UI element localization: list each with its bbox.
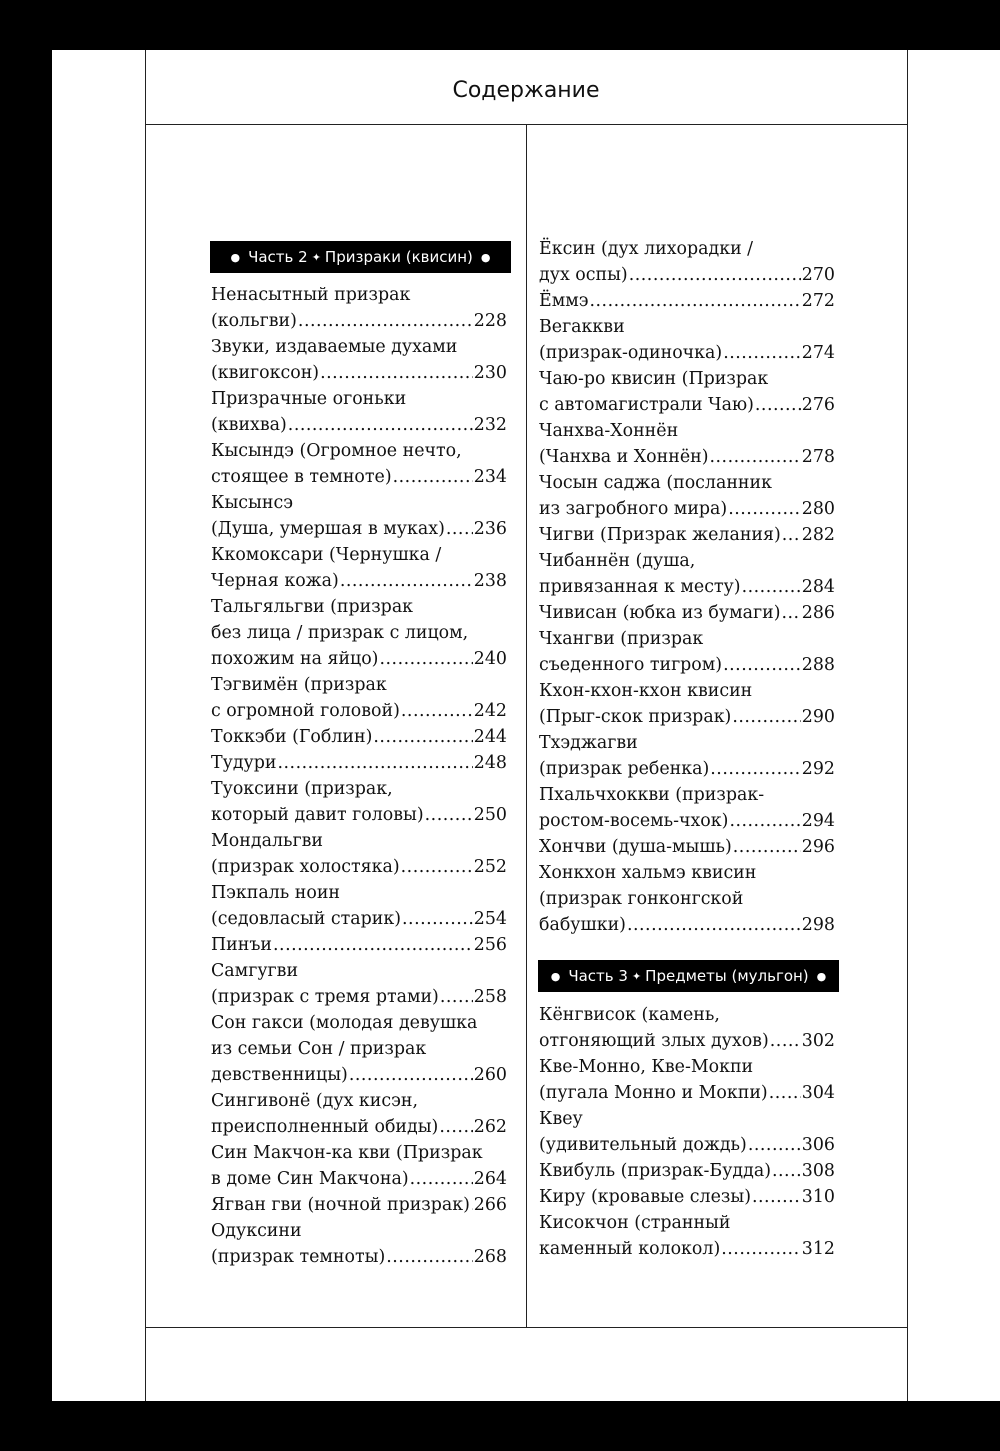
toc-entry-title: Туоксини (призрак, bbox=[211, 779, 393, 799]
toc-entry bbox=[539, 626, 835, 678]
dot-leader bbox=[278, 750, 473, 776]
toc-entry bbox=[211, 334, 507, 386]
toc-page-number: 304 bbox=[801, 1083, 835, 1103]
toc-entry-title: Кхон-кхон-кхон квисин bbox=[539, 681, 753, 701]
toc-entry-title: Хонкхон хальмэ квисин bbox=[539, 863, 757, 883]
dot-leader bbox=[729, 808, 800, 834]
toc-entry-title: (призрак темноты) bbox=[211, 1247, 386, 1267]
toc-entry-line bbox=[539, 626, 835, 652]
toc-page-number: 260 bbox=[473, 1065, 507, 1085]
toc-entry-line bbox=[539, 1054, 835, 1080]
toc-page-number: 228 bbox=[473, 311, 507, 331]
toc-entry-title: Тэгвимён (призрак bbox=[211, 675, 387, 695]
toc-entry-title: Чигви (Призрак желания) bbox=[539, 525, 781, 545]
toc-entry-title: ростом-восемь-чхок) bbox=[539, 811, 729, 831]
dot-leader bbox=[471, 1192, 473, 1218]
dot-leader bbox=[721, 1236, 801, 1262]
toc-entry-title: (призрак-одиночка) bbox=[539, 343, 723, 363]
toc-page-number: 252 bbox=[473, 857, 507, 877]
toc-page-number: 296 bbox=[801, 837, 835, 857]
toc-entry-line bbox=[539, 1184, 835, 1210]
toc-page-number: 306 bbox=[801, 1135, 835, 1155]
toc-entry bbox=[539, 1106, 835, 1158]
toc-entry-line bbox=[211, 1114, 507, 1140]
toc-page-number: 312 bbox=[801, 1239, 835, 1259]
toc-entry-title: Самгугви bbox=[211, 961, 299, 981]
toc-entry-title: Призрачные огоньки bbox=[211, 389, 407, 409]
toc-entry-title: Чхангви (призрак bbox=[539, 629, 704, 649]
section-header-part2 bbox=[210, 241, 511, 273]
toc-entry-title: Пинъи bbox=[211, 935, 273, 955]
dot-leader bbox=[710, 756, 801, 782]
toc-entry bbox=[211, 880, 507, 932]
toc-entry-line bbox=[211, 854, 507, 880]
dot-leader bbox=[273, 932, 473, 958]
toc-entry-title: (кольгви) bbox=[211, 311, 297, 331]
toc-entry bbox=[539, 418, 835, 470]
dot-leader bbox=[782, 522, 801, 548]
toc-entry-title: Токкэби (Гоблин) bbox=[211, 727, 373, 747]
dot-leader bbox=[748, 1132, 801, 1158]
dot-leader bbox=[340, 568, 473, 594]
toc-entry-line bbox=[539, 444, 835, 470]
toc-entry-title: Кисокчон (странный bbox=[539, 1213, 731, 1233]
toc-entry-line bbox=[539, 288, 835, 314]
dot-leader bbox=[349, 1062, 473, 1088]
toc-entry-title: Кысындэ (Огромное нечто, bbox=[211, 441, 462, 461]
toc-entry bbox=[211, 672, 507, 724]
toc-entry-line bbox=[539, 652, 835, 678]
section-label: Часть 2 bbox=[248, 248, 308, 266]
toc-entry-title: съеденного тигром) bbox=[539, 655, 723, 675]
dot-leader bbox=[393, 464, 473, 490]
toc-entry-line bbox=[211, 724, 507, 750]
toc-entry-title: Сингивонё (дух кисэн, bbox=[211, 1091, 418, 1111]
bullet-icon: ● bbox=[816, 969, 827, 983]
toc-page-number: 236 bbox=[473, 519, 507, 539]
dot-leader bbox=[710, 444, 801, 470]
toc-entry-title: (призрак холостяка) bbox=[211, 857, 400, 877]
toc-entry-line bbox=[539, 808, 835, 834]
toc-entry bbox=[539, 1002, 835, 1054]
toc-entry-title: который давит головы) bbox=[211, 805, 424, 825]
toc-entry-title: в доме Син Макчона) bbox=[211, 1169, 409, 1189]
toc-entry-title: Кысынсэ bbox=[211, 493, 293, 513]
toc-entry-line bbox=[211, 1010, 507, 1036]
toc-page-number: 234 bbox=[473, 467, 507, 487]
toc-entry-line bbox=[539, 1158, 835, 1184]
toc-entry-line bbox=[211, 490, 507, 516]
toc-entry-line bbox=[211, 594, 507, 620]
toc-entry-line bbox=[211, 1036, 507, 1062]
toc-page-number: 286 bbox=[801, 603, 835, 623]
toc-entry bbox=[211, 490, 507, 542]
dot-leader bbox=[629, 262, 801, 288]
toc-entry bbox=[211, 282, 507, 334]
toc-page-number: 248 bbox=[473, 753, 507, 773]
toc-page-number: 280 bbox=[801, 499, 835, 519]
toc-entry-title: с огромной головой) bbox=[211, 701, 400, 721]
dot-leader bbox=[439, 1114, 472, 1140]
toc-entry-title: преисполненный обиды) bbox=[211, 1117, 439, 1137]
dot-leader bbox=[627, 912, 801, 938]
right-border-line bbox=[907, 50, 908, 1401]
dot-leader bbox=[733, 834, 801, 860]
toc-entry-line bbox=[539, 262, 835, 288]
book-page bbox=[52, 50, 1000, 1401]
toc-entry-line bbox=[211, 620, 507, 646]
toc-entry bbox=[539, 288, 835, 314]
toc-entry-line bbox=[211, 1088, 507, 1114]
toc-entry bbox=[539, 314, 835, 366]
toc-entry bbox=[211, 542, 507, 594]
toc-entry-line bbox=[539, 886, 835, 912]
toc-entry bbox=[539, 1210, 835, 1262]
toc-entry-line bbox=[211, 1244, 507, 1270]
toc-entry-line bbox=[211, 958, 507, 984]
dot-leader bbox=[379, 646, 472, 672]
dot-leader bbox=[752, 1184, 801, 1210]
left-border-line bbox=[145, 50, 146, 1401]
toc-entry-title: Ненасытный призрак bbox=[211, 285, 411, 305]
toc-entry-title: (призрак гонконгской bbox=[539, 889, 744, 909]
section-title: Призраки (квисин) bbox=[324, 248, 473, 266]
toc-entry-title: из загробного мира) bbox=[539, 499, 728, 519]
toc-entry-title: (квигоксон) bbox=[211, 363, 320, 383]
toc-entry-title: Тальгяльгви (призрак bbox=[211, 597, 414, 617]
dot-leader bbox=[723, 340, 801, 366]
diamond-star-icon: ✦ bbox=[311, 250, 321, 264]
toc-entry-line bbox=[539, 1210, 835, 1236]
dot-leader bbox=[320, 360, 473, 386]
toc-page-number: 244 bbox=[473, 727, 507, 747]
toc-page-number: 256 bbox=[473, 935, 507, 955]
toc-entry-title: (Чанхва и Хоннён) bbox=[539, 447, 709, 467]
toc-entry-line bbox=[211, 1218, 507, 1244]
toc-entry-line bbox=[211, 308, 507, 334]
dot-leader bbox=[728, 496, 801, 522]
toc-page-number: 240 bbox=[473, 649, 507, 669]
toc-entry-title: Чивисан (юбка из бумаги) bbox=[539, 603, 781, 623]
toc-entry-line bbox=[211, 984, 507, 1010]
dot-leader bbox=[742, 574, 801, 600]
toc-page-number: 274 bbox=[801, 343, 835, 363]
toc-entry-title: бабушки) bbox=[539, 915, 626, 935]
dot-leader bbox=[401, 854, 473, 880]
toc-entry-line bbox=[211, 412, 507, 438]
toc-entry-line bbox=[211, 464, 507, 490]
toc-entry-title: (седовласый старик) bbox=[211, 909, 402, 929]
dot-leader bbox=[298, 308, 473, 334]
toc-entry-line bbox=[539, 730, 835, 756]
toc-entry-line bbox=[539, 678, 835, 704]
toc-entry bbox=[211, 594, 507, 672]
dot-leader bbox=[723, 652, 801, 678]
section-label: Часть 3 bbox=[568, 967, 628, 985]
toc-page-number: 268 bbox=[473, 1247, 507, 1267]
dot-leader bbox=[373, 724, 472, 750]
toc-page-number: 230 bbox=[473, 363, 507, 383]
page-title: Содержание bbox=[452, 78, 600, 103]
toc-entry-title: Квибуль (призрак-Будда) bbox=[539, 1161, 771, 1181]
toc-page-number: 294 bbox=[801, 811, 835, 831]
toc-page-number: 290 bbox=[801, 707, 835, 727]
toc-entry-line bbox=[539, 392, 835, 418]
toc-page-number: 270 bbox=[801, 265, 835, 285]
toc-entry-line bbox=[211, 334, 507, 360]
toc-entry bbox=[211, 386, 507, 438]
column-divider bbox=[526, 124, 527, 1327]
toc-entry bbox=[539, 678, 835, 730]
toc-entry bbox=[539, 730, 835, 782]
bullet-icon: ● bbox=[480, 250, 491, 264]
toc-entry bbox=[539, 470, 835, 522]
toc-entry bbox=[211, 1010, 507, 1088]
toc-entry-title: Квеу bbox=[539, 1109, 583, 1129]
toc-entry-line bbox=[211, 438, 507, 464]
toc-entry bbox=[539, 548, 835, 600]
toc-entry-title: стоящее в темноте) bbox=[211, 467, 392, 487]
toc-page-number: 266 bbox=[473, 1195, 507, 1215]
toc-entry-title: Мондальгви bbox=[211, 831, 323, 851]
bullet-icon: ● bbox=[230, 250, 241, 264]
toc-entry bbox=[211, 724, 507, 750]
toc-entry bbox=[211, 828, 507, 880]
section-title: Предметы (мульгон) bbox=[645, 967, 809, 985]
toc-entry-title: Кве-Монно, Кве-Мокпи bbox=[539, 1057, 754, 1077]
dot-leader bbox=[386, 1244, 473, 1270]
dot-leader bbox=[590, 288, 801, 314]
toc-entry-line bbox=[539, 912, 835, 938]
toc-entry-line bbox=[211, 360, 507, 386]
toc-entry bbox=[211, 750, 507, 776]
toc-entry-line bbox=[211, 802, 507, 828]
toc-entry-line bbox=[211, 1192, 507, 1218]
dot-leader bbox=[782, 600, 801, 626]
toc-page-number: 250 bbox=[473, 805, 507, 825]
toc-entry bbox=[539, 834, 835, 860]
toc-entry-title: привязанная к месту) bbox=[539, 577, 741, 597]
toc-entry-line bbox=[211, 568, 507, 594]
toc-entry-title: дух оспы) bbox=[539, 265, 628, 285]
toc-entry bbox=[539, 1158, 835, 1184]
toc-entry bbox=[539, 366, 835, 418]
toc-entry-line bbox=[539, 1132, 835, 1158]
toc-entry-line bbox=[539, 314, 835, 340]
toc-entry-line bbox=[211, 1166, 507, 1192]
toc-page-number: 310 bbox=[801, 1187, 835, 1207]
toc-entry-line bbox=[539, 548, 835, 574]
dot-leader bbox=[772, 1158, 801, 1184]
toc-entry-line bbox=[211, 880, 507, 906]
toc-left-column bbox=[211, 282, 507, 1270]
toc-entry-line bbox=[211, 776, 507, 802]
toc-entry-title: Хончви (душа-мышь) bbox=[539, 837, 732, 857]
toc-entry-title: Ёммэ bbox=[539, 291, 589, 311]
toc-page-number: 254 bbox=[473, 909, 507, 929]
toc-entry bbox=[539, 1054, 835, 1106]
toc-page-number: 272 bbox=[801, 291, 835, 311]
toc-entry bbox=[211, 958, 507, 1010]
toc-entry-line bbox=[539, 470, 835, 496]
toc-entry-title: (Душа, умершая в муках) bbox=[211, 519, 445, 539]
dot-leader bbox=[446, 516, 473, 542]
toc-entry-title: с автомагистрали Чаю) bbox=[539, 395, 754, 415]
toc-entry-title: (удивительный дождь) bbox=[539, 1135, 747, 1155]
toc-entry-line bbox=[211, 542, 507, 568]
toc-entry-title: похожим на яйцо) bbox=[211, 649, 379, 669]
dot-leader bbox=[769, 1080, 801, 1106]
toc-right-column-part2 bbox=[539, 236, 835, 938]
toc-page-number: 258 bbox=[473, 987, 507, 1007]
toc-entry-line bbox=[539, 782, 835, 808]
toc-page-number: 302 bbox=[801, 1031, 835, 1051]
toc-entry-line bbox=[211, 1062, 507, 1088]
toc-page-number: 282 bbox=[801, 525, 835, 545]
toc-entry-line bbox=[211, 698, 507, 724]
toc-entry-title: Ёксин (дух лихорадки / bbox=[539, 239, 754, 259]
toc-entry bbox=[211, 438, 507, 490]
toc-entry-line bbox=[211, 932, 507, 958]
toc-entry-title: (призрак ребенка) bbox=[539, 759, 710, 779]
toc-entry bbox=[211, 1218, 507, 1270]
toc-entry-title: Звуки, издаваемые духами bbox=[211, 337, 458, 357]
toc-entry bbox=[211, 776, 507, 828]
toc-page-number: 242 bbox=[473, 701, 507, 721]
toc-entry-title: Чибаннён (душа, bbox=[539, 551, 696, 571]
toc-entry-line bbox=[211, 646, 507, 672]
toc-entry-title: Син Макчон-ка кви (Призрак bbox=[211, 1143, 483, 1163]
toc-page-number: 278 bbox=[801, 447, 835, 467]
toc-entry-title: Киру (кровавые слезы) bbox=[539, 1187, 751, 1207]
toc-entry-title: из семьи Сон / призрак bbox=[211, 1039, 427, 1059]
toc-entry-title: Чосын саджа (посланник bbox=[539, 473, 772, 493]
toc-entry-line bbox=[211, 386, 507, 412]
footer-divider bbox=[145, 1327, 908, 1328]
toc-entry-title: Ккомоксари (Чернушка / bbox=[211, 545, 442, 565]
toc-entry-line bbox=[211, 1140, 507, 1166]
toc-entry-title: Вегаккви bbox=[539, 317, 625, 337]
toc-page-number: 238 bbox=[473, 571, 507, 591]
toc-entry-title: Пэкпаль ноин bbox=[211, 883, 341, 903]
toc-entry-title: (Прыг-скок призрак) bbox=[539, 707, 732, 727]
toc-entry-line bbox=[211, 672, 507, 698]
section-header-part3 bbox=[538, 960, 839, 992]
toc-entry-line bbox=[539, 522, 835, 548]
toc-entry-line bbox=[539, 1028, 835, 1054]
dot-leader bbox=[401, 698, 473, 724]
toc-entry bbox=[539, 522, 835, 548]
toc-page-number: 308 bbox=[801, 1161, 835, 1181]
toc-entry-title: Тудури bbox=[211, 753, 277, 773]
dot-leader bbox=[732, 704, 800, 730]
toc-entry bbox=[211, 1140, 507, 1192]
toc-entry bbox=[539, 860, 835, 938]
toc-page-number: 298 bbox=[801, 915, 835, 935]
toc-entry-title: Сон гакси (молодая девушка bbox=[211, 1013, 478, 1033]
toc-entry-title: (призрак с тремя ртами) bbox=[211, 987, 439, 1007]
toc-entry-title: Чанхва-Хоннён bbox=[539, 421, 679, 441]
toc-page-number: 276 bbox=[801, 395, 835, 415]
toc-entry-title: (пугала Монно и Мокпи) bbox=[539, 1083, 768, 1103]
toc-entry-title: Кёнгвисок (камень, bbox=[539, 1005, 720, 1025]
dot-leader bbox=[288, 412, 473, 438]
toc-entry-line bbox=[539, 1106, 835, 1132]
toc-entry-line bbox=[539, 366, 835, 392]
bullet-icon: ● bbox=[550, 969, 561, 983]
toc-entry-title: каменный колокол) bbox=[539, 1239, 721, 1259]
toc-entry-line bbox=[211, 906, 507, 932]
toc-entry-line bbox=[539, 236, 835, 262]
toc-entry-line bbox=[539, 834, 835, 860]
diamond-star-icon: ✦ bbox=[631, 969, 642, 983]
toc-entry-line bbox=[211, 750, 507, 776]
toc-entry-title: (квихва) bbox=[211, 415, 287, 435]
toc-page-number: 264 bbox=[473, 1169, 507, 1189]
toc-entry-line bbox=[539, 418, 835, 444]
toc-entry-line bbox=[539, 756, 835, 782]
toc-entry-line bbox=[539, 1080, 835, 1106]
dot-leader bbox=[402, 906, 473, 932]
toc-entry-title: девственницы) bbox=[211, 1065, 348, 1085]
toc-entry-title: Пхальчхоккви (призрак- bbox=[539, 785, 765, 805]
toc-entry-line bbox=[539, 340, 835, 366]
toc-entry-title: отгоняющий злых духов) bbox=[539, 1031, 769, 1051]
toc-right-column-part3 bbox=[539, 1002, 835, 1262]
toc-entry-title: Ягван гви (ночной призрак) bbox=[211, 1195, 470, 1215]
toc-page-number: 292 bbox=[801, 759, 835, 779]
toc-entry-line bbox=[539, 1236, 835, 1262]
dot-leader bbox=[770, 1028, 801, 1054]
toc-entry-line bbox=[211, 282, 507, 308]
toc-entry-title: Тхэджагви bbox=[539, 733, 638, 753]
toc-entry bbox=[211, 1192, 507, 1218]
toc-entry-line bbox=[539, 860, 835, 886]
toc-entry-line bbox=[539, 496, 835, 522]
dot-leader bbox=[440, 984, 473, 1010]
toc-entry-title: Чаю-ро квисин (Призрак bbox=[539, 369, 769, 389]
toc-page-number: 262 bbox=[473, 1117, 507, 1137]
dot-leader bbox=[425, 802, 473, 828]
toc-entry bbox=[211, 932, 507, 958]
dot-leader bbox=[410, 1166, 473, 1192]
toc-entry-line bbox=[539, 704, 835, 730]
toc-entry bbox=[539, 1184, 835, 1210]
toc-entry-line bbox=[211, 828, 507, 854]
toc-entry bbox=[539, 782, 835, 834]
toc-entry bbox=[539, 236, 835, 288]
toc-entry bbox=[539, 600, 835, 626]
toc-entry-title: Черная кожа) bbox=[211, 571, 339, 591]
toc-page-number: 284 bbox=[801, 577, 835, 597]
toc-entry-line bbox=[211, 516, 507, 542]
toc-page-number: 288 bbox=[801, 655, 835, 675]
dot-leader bbox=[755, 392, 801, 418]
toc-entry bbox=[211, 1088, 507, 1140]
toc-entry-line bbox=[539, 600, 835, 626]
toc-entry-line bbox=[539, 574, 835, 600]
toc-entry-line bbox=[539, 1002, 835, 1028]
toc-entry-title: Одуксини bbox=[211, 1221, 302, 1241]
toc-entry-title: без лица / призрак с лицом, bbox=[211, 623, 469, 643]
toc-page-number: 232 bbox=[473, 415, 507, 435]
